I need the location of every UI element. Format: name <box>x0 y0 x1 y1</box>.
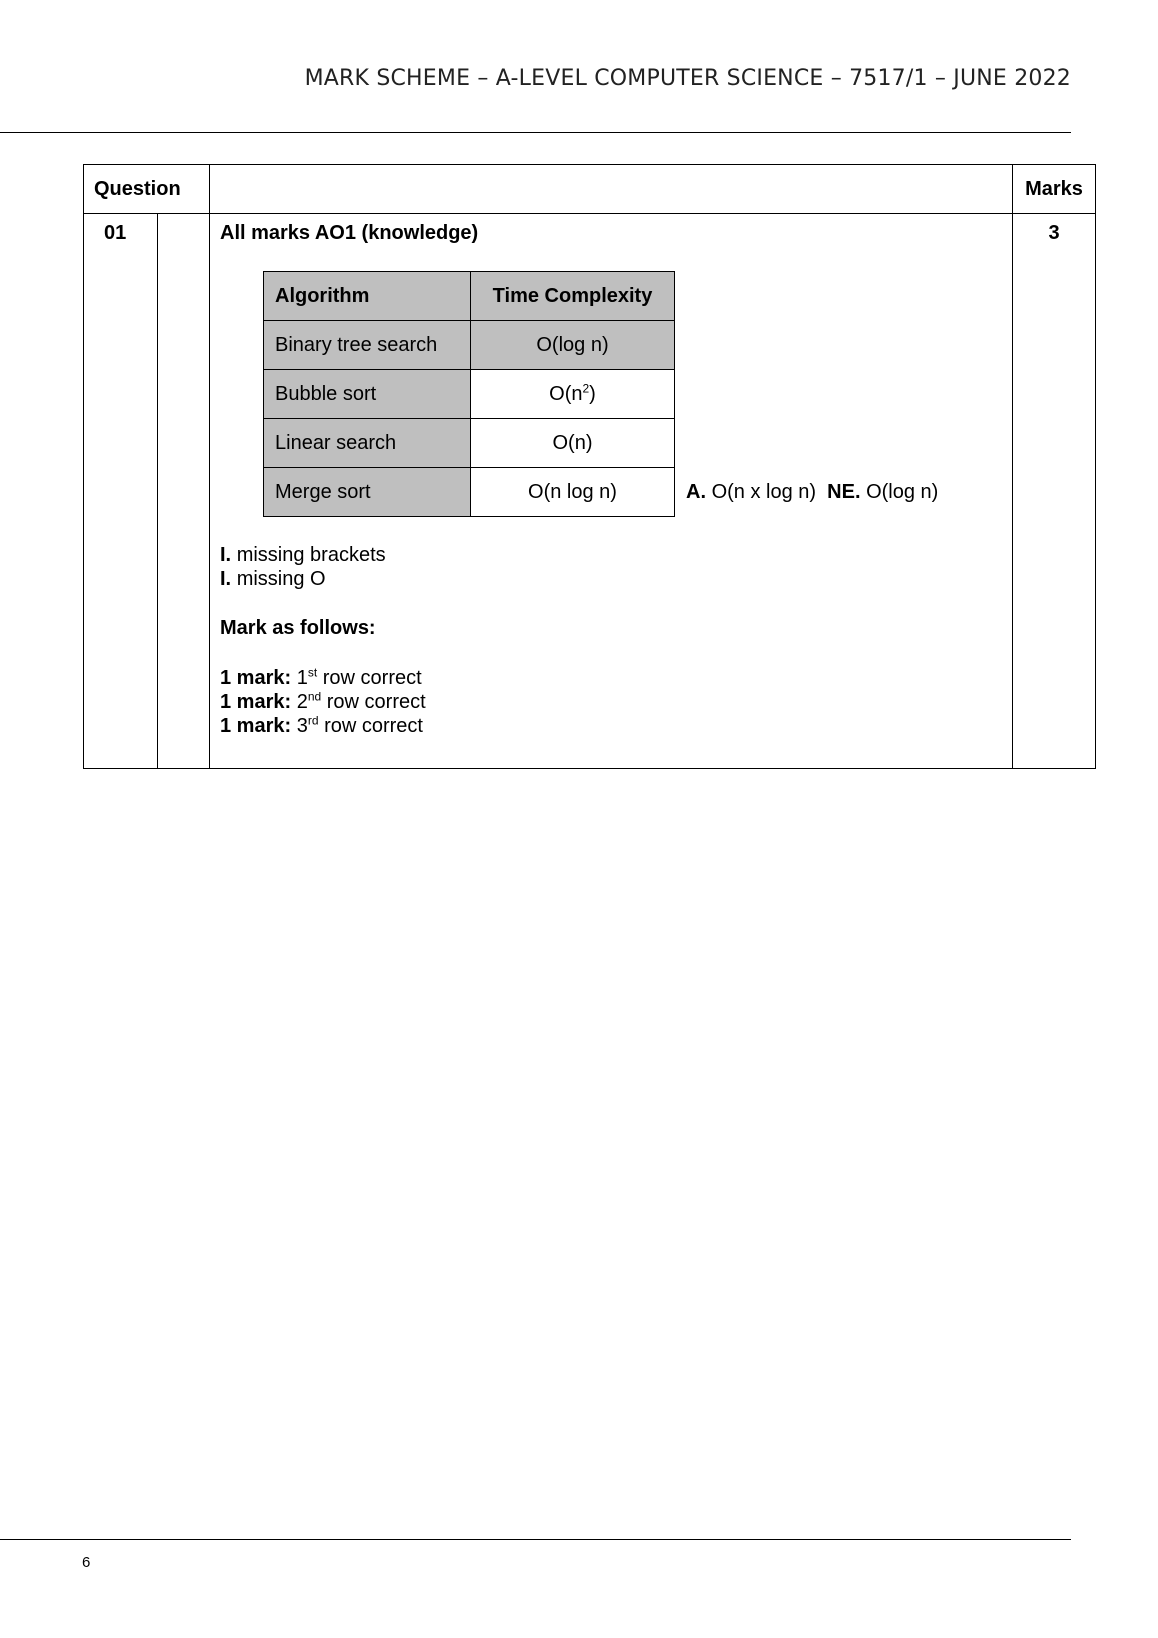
mark-line <box>220 666 1002 690</box>
mark-line <box>220 714 1002 738</box>
mark-text: row correct <box>322 667 422 689</box>
mark-lines <box>220 666 1002 738</box>
complexity-prefix: O(n <box>549 382 583 405</box>
complexity-suffix: ) <box>589 382 596 405</box>
algorithm-header: Algorithm <box>264 272 471 321</box>
time-complexity-header: Time Complexity <box>471 272 675 321</box>
algorithm-cell: Linear search <box>264 419 471 468</box>
table-row <box>84 214 1096 769</box>
mark-as-follows-heading: Mark as follows: <box>220 617 376 639</box>
mark-label: 1 mark: <box>220 715 292 737</box>
not-enough-label: NE. <box>827 481 861 503</box>
table-row <box>264 370 675 419</box>
complexity-cell: O(n) <box>471 419 675 468</box>
footer-divider <box>0 1539 1071 1540</box>
complexity-table <box>263 271 675 517</box>
header-divider <box>0 132 1071 133</box>
mark-row-number: 2 <box>296 691 308 713</box>
marks-value: 3 <box>1013 214 1096 769</box>
ignore-text: missing O <box>236 568 326 590</box>
mark-label: 1 mark: <box>220 691 292 713</box>
complexity-cell: O(n log n) <box>471 468 675 517</box>
table-row <box>264 419 675 468</box>
accept-label: A. <box>686 481 706 503</box>
ignore-note <box>220 567 1002 591</box>
algorithm-cell: Binary tree search <box>264 321 471 370</box>
complexity-header-row <box>264 272 675 321</box>
not-enough-text: O(log n) <box>866 481 939 503</box>
mark-label: 1 mark: <box>220 667 292 689</box>
ignore-label: I. <box>220 568 232 590</box>
ignore-label: I. <box>220 544 232 566</box>
mark-text: row correct <box>324 715 423 737</box>
table-row <box>264 321 675 370</box>
mark-scheme-table <box>83 164 1096 769</box>
ignore-notes <box>220 543 1002 591</box>
mark-row-number: 1 <box>296 667 308 689</box>
complexity-exponent: 2 <box>582 380 590 395</box>
content-column-header <box>210 165 1013 214</box>
answer-content <box>210 214 1013 769</box>
mark-row-number: 3 <box>296 715 308 737</box>
ignore-note <box>220 543 1002 567</box>
complexity-cell: O(log n) <box>471 321 675 370</box>
page-header-title: MARK SCHEME – A-LEVEL COMPUTER SCIENCE – 7517/1 – JUNE 2022 <box>304 66 1071 91</box>
question-subpart <box>158 214 210 769</box>
mark-ordinal: nd <box>307 689 322 704</box>
mark-text: row correct <box>326 691 426 713</box>
algorithm-cell: Merge sort <box>264 468 471 517</box>
ao-heading: All marks AO1 (knowledge) <box>220 222 479 244</box>
table-header-row <box>84 165 1096 214</box>
complexity-cell <box>471 370 675 419</box>
table-row <box>264 468 675 517</box>
question-column-header: Question <box>84 165 210 214</box>
question-number: 01 <box>84 214 158 769</box>
mark-ordinal: rd <box>307 713 319 728</box>
algorithm-cell: Bubble sort <box>264 370 471 419</box>
mark-ordinal: st <box>307 665 318 680</box>
accept-text: O(n x log n) <box>711 481 817 503</box>
complexity-block <box>263 271 1002 517</box>
accept-note <box>686 468 938 517</box>
mark-line <box>220 690 1002 714</box>
marks-column-header: Marks <box>1013 165 1096 214</box>
ignore-text: missing brackets <box>236 544 386 566</box>
page-number: 6 <box>82 1554 91 1571</box>
